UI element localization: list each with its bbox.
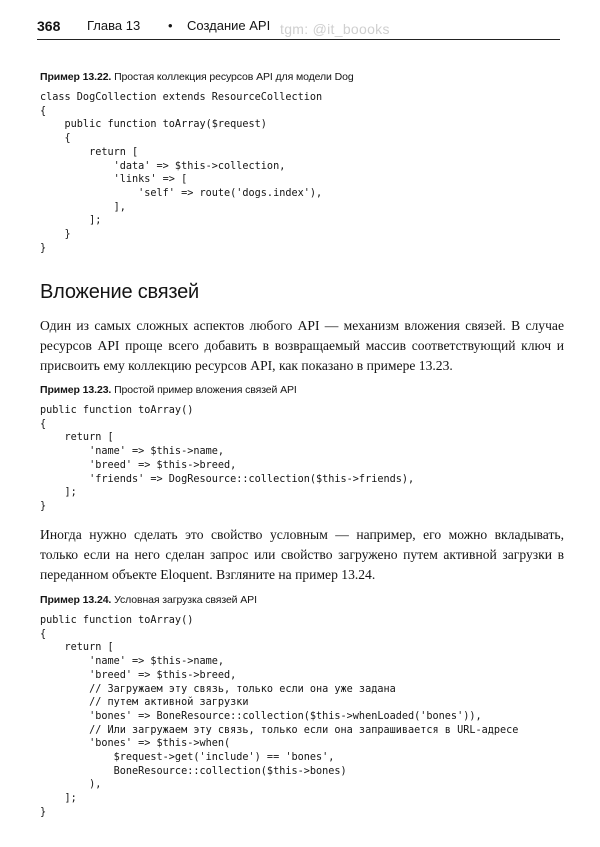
example-title: Простая коллекция ресурсов API для модели Dog — [114, 71, 354, 83]
body-paragraph: Иногда нужно сделать это свойство условным — например, его можно вкладывать, только если на него сделан запрос или свойство загружено путем активной загрузки в переданном объекте Eloquent. Взгляните на пример 13.24. — [40, 527, 564, 582]
example-title: Условная загрузка связей API — [114, 594, 257, 606]
example-label: Пример 13.23. — [40, 384, 112, 396]
chapter-title: Создание API — [187, 18, 271, 33]
code-block: public function toArray() { return [ 'name' => $this->name, 'breed' => $this->breed, // Загружаем эту связь, только если она уже задана // путем активной загрузки 'bones' => BoneResource::collection($this->whenLoaded('bones')), // Или загружаем эту связь, только если она запрашивается в URL-адресе 'bones' => $this->when( $request->get('include') == 'bones', BoneResource::collection($this->bones) ), ]; } — [40, 615, 519, 818]
chapter-label: Глава 13 — [87, 18, 141, 33]
example-title: Простой пример вложения связей API — [114, 384, 297, 396]
header-bullet: • — [168, 18, 173, 33]
watermark: tgm: @it_boooks — [280, 21, 390, 37]
example-caption — [40, 71, 354, 83]
example-label: Пример 13.22. — [40, 71, 112, 83]
header-rule — [37, 39, 560, 40]
example-label: Пример 13.24. — [40, 594, 112, 606]
example-caption — [40, 594, 257, 606]
code-block: public function toArray() { return [ 'name' => $this->name, 'breed' => $this->breed, 'friends' => DogResource::collection($this->friends), ]; } — [40, 405, 415, 512]
example-caption — [40, 384, 297, 396]
page-header — [37, 15, 560, 41]
page-number: 368 — [37, 18, 61, 34]
body-paragraph: Один из самых сложных аспектов любого API — механизм вложения связей. В случае ресурсов API проще всего добавить в возвращаемый массив соответствующий ключ и присвоить ему коллекцию ресурсов API, как показано в примере 13.23. — [40, 318, 564, 373]
section-heading: Вложение связей — [40, 281, 200, 303]
code-block: class DogCollection extends ResourceCollection { public function toArray($request) { return [ 'data' => $this->collection, 'links' => [ 'self' => route('dogs.index'), ], ]; } } — [40, 92, 323, 254]
